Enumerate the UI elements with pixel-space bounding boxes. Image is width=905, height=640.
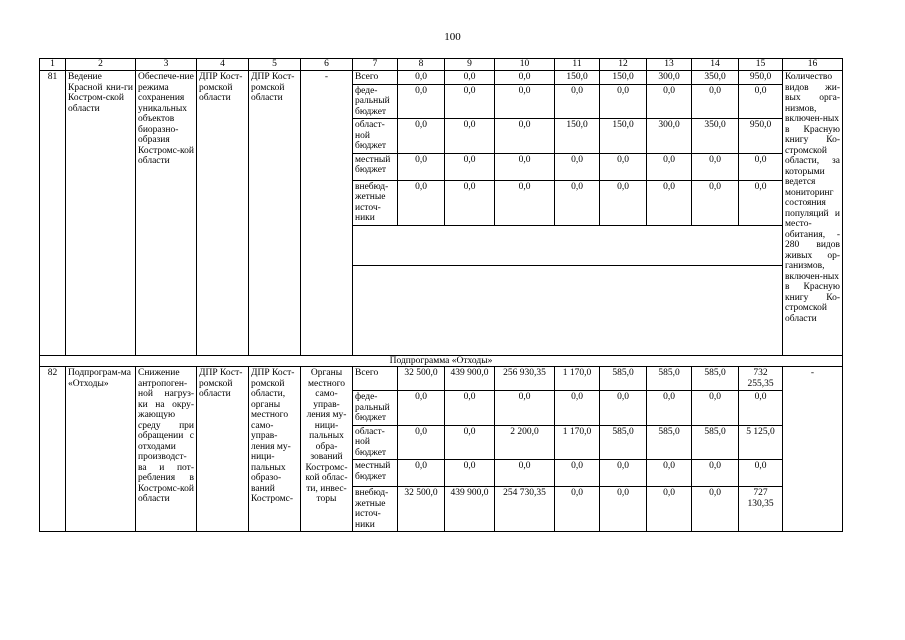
funding-value: 1 170,0 bbox=[555, 425, 600, 460]
funding-source: област-ной бюджет bbox=[353, 119, 398, 154]
funding-value: 585,0 bbox=[647, 425, 692, 460]
empty-cell bbox=[353, 265, 783, 355]
funding-value: 0,0 bbox=[445, 391, 495, 426]
funding-value: 150,0 bbox=[600, 71, 647, 85]
header-cell: 12 bbox=[600, 59, 647, 71]
empty-cell bbox=[353, 225, 783, 265]
funding-value: 0,0 bbox=[555, 391, 600, 426]
funding-source: внебюд-жетные источ-ники bbox=[353, 487, 398, 532]
funding-value: 0,0 bbox=[398, 180, 445, 225]
funding-value: 0,0 bbox=[692, 153, 739, 180]
funding-source: феде-ральный бюджет bbox=[353, 84, 398, 119]
funding-value: 150,0 bbox=[555, 71, 600, 85]
funding-value: 0,0 bbox=[555, 460, 600, 487]
funding-value: 32 500,0 bbox=[398, 367, 445, 391]
funding-value: 0,0 bbox=[495, 84, 555, 119]
co-executor: Органы местного само-управ-ления му-ници-пальных обра-зований Костромс-кой облас-ти, инвес-торы bbox=[301, 367, 353, 532]
funding-value: 0,0 bbox=[600, 460, 647, 487]
funding-value: 0,0 bbox=[398, 84, 445, 119]
funding-value: 439 900,0 bbox=[445, 367, 495, 391]
executor: ДПР Кост-ромской области, органы местного само-управ-ления му-ници-пальных образо-ваний Костромс- bbox=[249, 367, 301, 532]
funding-value: 2 200,0 bbox=[495, 425, 555, 460]
funding-source: внебюд-жетные источ-ники bbox=[353, 180, 398, 225]
funding-value: 0,0 bbox=[692, 391, 739, 426]
header-cell: 4 bbox=[197, 59, 249, 71]
measure-name: Ведение Красной кни-ги Костром-ской области bbox=[66, 71, 136, 356]
funding-value: 0,0 bbox=[555, 487, 600, 532]
header-cell: 2 bbox=[66, 59, 136, 71]
funding-value: 300,0 bbox=[647, 119, 692, 154]
funding-value: 0,0 bbox=[692, 180, 739, 225]
measure-task: Снижение антропоген-ной нагруз-ки на окру-жающую среду при обращении с отходами производст-ва и пот-ребления в Костромс-кой области bbox=[136, 367, 197, 532]
subprogram-title: Подпрограмма «Отходы» bbox=[40, 355, 843, 367]
funding-value: 0,0 bbox=[600, 153, 647, 180]
funding-value: 0,0 bbox=[600, 391, 647, 426]
header-cell: 11 bbox=[555, 59, 600, 71]
funding-value: 0,0 bbox=[555, 84, 600, 119]
funding-value: 732 255,35 bbox=[739, 367, 783, 391]
funding-value: 439 900,0 bbox=[445, 487, 495, 532]
funding-value: 0,0 bbox=[445, 84, 495, 119]
funding-value: 950,0 bbox=[739, 119, 783, 154]
row-number: 81 bbox=[40, 71, 66, 356]
header-cell: 8 bbox=[398, 59, 445, 71]
header-cell: 14 bbox=[692, 59, 739, 71]
header-cell: 7 bbox=[353, 59, 398, 71]
funding-source: Всего bbox=[353, 367, 398, 391]
funding-value: 0,0 bbox=[398, 71, 445, 85]
program-table bbox=[39, 58, 843, 532]
funding-value: 0,0 bbox=[398, 460, 445, 487]
funding-value: 0,0 bbox=[692, 84, 739, 119]
funding-value: 0,0 bbox=[555, 153, 600, 180]
funding-value: 0,0 bbox=[647, 391, 692, 426]
funding-value: 0,0 bbox=[647, 487, 692, 532]
funding-value: 0,0 bbox=[692, 460, 739, 487]
funding-value: 256 930,35 bbox=[495, 367, 555, 391]
funding-value: 0,0 bbox=[445, 460, 495, 487]
table-body bbox=[40, 59, 843, 532]
funding-value: 0,0 bbox=[398, 425, 445, 460]
funding-value: 0,0 bbox=[692, 487, 739, 532]
funding-value: 0,0 bbox=[647, 84, 692, 119]
funding-value: 0,0 bbox=[495, 391, 555, 426]
funding-value: 727 130,35 bbox=[739, 487, 783, 532]
co-executor: - bbox=[301, 71, 353, 356]
header-cell: 10 bbox=[495, 59, 555, 71]
funding-value: 0,0 bbox=[398, 391, 445, 426]
funding-value: 950,0 bbox=[739, 71, 783, 85]
measure-name: Подпрограм-ма «Отходы» bbox=[66, 367, 136, 532]
funding-value: 0,0 bbox=[445, 153, 495, 180]
funding-value: 0,0 bbox=[495, 119, 555, 154]
funding-value: 350,0 bbox=[692, 119, 739, 154]
row82-line bbox=[40, 367, 843, 391]
funding-source: местный бюджет bbox=[353, 153, 398, 180]
responsible-customer: ДПР Кост-ромской области bbox=[197, 71, 249, 356]
funding-value: 0,0 bbox=[739, 460, 783, 487]
funding-value: 0,0 bbox=[495, 180, 555, 225]
target-indicator: Количество видов жи-вых орга-низмов, включен-ных в Красную книгу Ко-стромской области, за которыми ведется мониторинг состояния популяций и место-обитания, - 280 видов живых ор-ганизмов, включен-ных в Красную книгу Ко-стромской области bbox=[783, 71, 843, 356]
funding-value: 0,0 bbox=[647, 153, 692, 180]
header-cell: 5 bbox=[249, 59, 301, 71]
funding-source: феде-ральный бюджет bbox=[353, 391, 398, 426]
funding-value: 254 730,35 bbox=[495, 487, 555, 532]
funding-value: 0,0 bbox=[739, 153, 783, 180]
funding-value: 1 170,0 bbox=[555, 367, 600, 391]
funding-value: 150,0 bbox=[555, 119, 600, 154]
executor: ДПР Кост-ромской области bbox=[249, 71, 301, 356]
funding-value: 5 125,0 bbox=[739, 425, 783, 460]
funding-value: 0,0 bbox=[398, 153, 445, 180]
header-cell: 3 bbox=[136, 59, 197, 71]
funding-value: 0,0 bbox=[739, 391, 783, 426]
funding-value: 0,0 bbox=[445, 71, 495, 85]
funding-source: област-ной бюджет bbox=[353, 425, 398, 460]
measure-task: Обеспече-ние режима сохранения уникальных объектов биоразно-образия Костромс-кой области bbox=[136, 71, 197, 356]
funding-value: 32 500,0 bbox=[398, 487, 445, 532]
funding-value: 0,0 bbox=[398, 119, 445, 154]
funding-value: 0,0 bbox=[495, 460, 555, 487]
header-cell: 16 bbox=[783, 59, 843, 71]
funding-value: 300,0 bbox=[647, 71, 692, 85]
header-cell: 13 bbox=[647, 59, 692, 71]
funding-value: 585,0 bbox=[600, 425, 647, 460]
header-cell: 15 bbox=[739, 59, 783, 71]
funding-value: 0,0 bbox=[600, 180, 647, 225]
funding-value: 0,0 bbox=[445, 425, 495, 460]
funding-value: 0,0 bbox=[600, 84, 647, 119]
funding-value: 0,0 bbox=[600, 487, 647, 532]
funding-value: 0,0 bbox=[445, 180, 495, 225]
funding-value: 585,0 bbox=[600, 367, 647, 391]
funding-value: 0,0 bbox=[445, 119, 495, 154]
funding-value: 0,0 bbox=[739, 84, 783, 119]
funding-value: 0,0 bbox=[739, 180, 783, 225]
funding-value: 0,0 bbox=[555, 180, 600, 225]
column-number-row bbox=[40, 59, 843, 71]
funding-value: 585,0 bbox=[647, 367, 692, 391]
funding-value: 585,0 bbox=[692, 425, 739, 460]
funding-value: 0,0 bbox=[647, 460, 692, 487]
target-indicator: - bbox=[783, 367, 843, 532]
funding-value: 0,0 bbox=[495, 71, 555, 85]
subprogram-row bbox=[40, 355, 843, 367]
header-cell: 1 bbox=[40, 59, 66, 71]
funding-value: 0,0 bbox=[647, 180, 692, 225]
funding-source: Всего bbox=[353, 71, 398, 85]
funding-value: 585,0 bbox=[692, 367, 739, 391]
funding-value: 350,0 bbox=[692, 71, 739, 85]
row-number: 82 bbox=[40, 367, 66, 532]
row81-line bbox=[40, 71, 843, 85]
funding-value: 150,0 bbox=[600, 119, 647, 154]
header-cell: 6 bbox=[301, 59, 353, 71]
page-number: 100 bbox=[444, 31, 461, 43]
funding-source: местный бюджет bbox=[353, 460, 398, 487]
funding-value: 0,0 bbox=[495, 153, 555, 180]
header-cell: 9 bbox=[445, 59, 495, 71]
responsible-customer: ДПР Кост-ромской области bbox=[197, 367, 249, 532]
